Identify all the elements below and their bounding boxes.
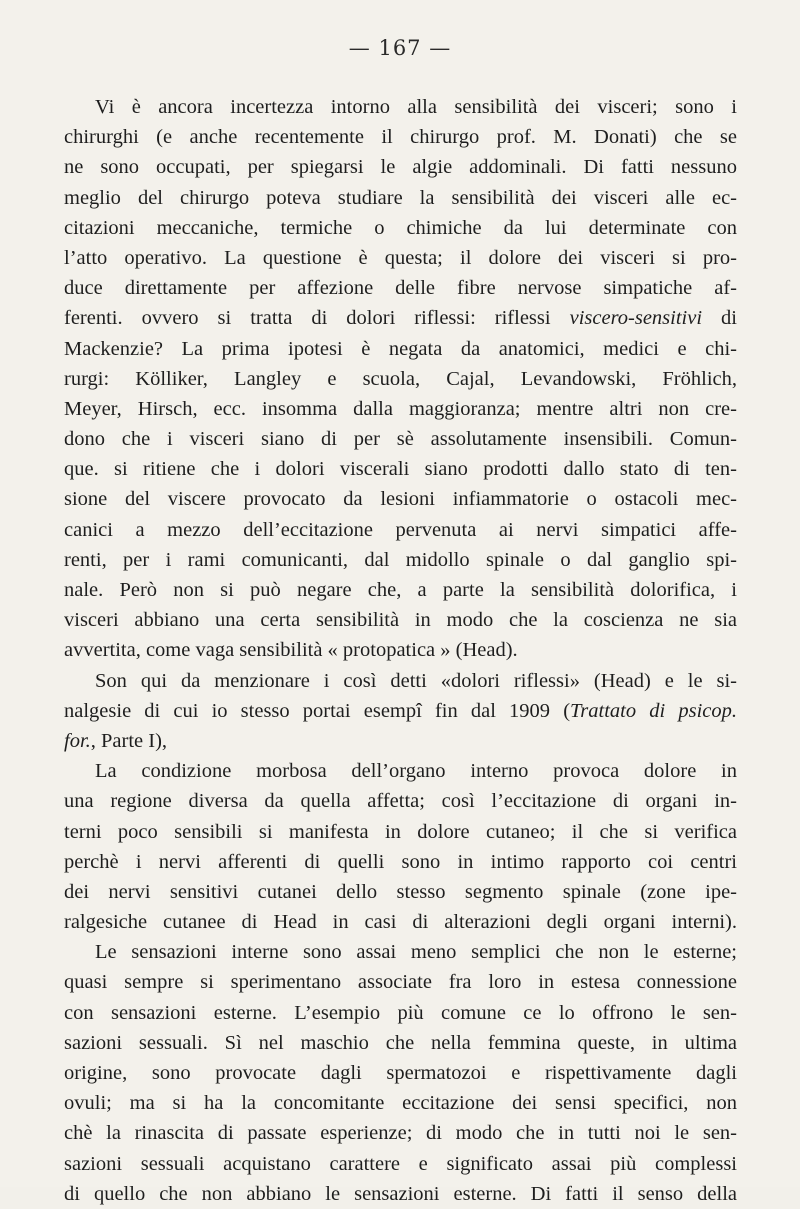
text-line xyxy=(64,334,737,364)
text-segment: rurgi: Kölliker, Langley e scuola, Cajal, Levandowski, Fröhlich, xyxy=(64,367,737,390)
text-line xyxy=(64,877,737,907)
text-line xyxy=(64,786,737,816)
text-segment: perchè i nervi afferenti di quelli sono in intimo rapporto coi centri xyxy=(64,850,737,873)
text-line xyxy=(64,1149,737,1179)
text-segment: renti, per i rami comunicanti, dal midollo spinale o dal ganglio spi- xyxy=(64,548,737,571)
text-line xyxy=(64,967,737,997)
italic-segment: Trattato di psicop. xyxy=(570,699,737,722)
text-segment: ferenti. ovvero si tratta di dolori riflessi: riflessi xyxy=(64,307,570,330)
text-segment: una regione diversa da quella affetta; così l’eccitazione di organi in- xyxy=(64,790,737,813)
text-line xyxy=(64,907,737,937)
text-segment: di quello che non abbiano le sensazioni esterne. Di fatti il senso della xyxy=(64,1182,737,1205)
text-line xyxy=(64,213,737,243)
text-line xyxy=(64,243,737,273)
text-line xyxy=(64,152,737,182)
text-segment: ralgesiche cutanee di Head in casi di alterazioni degli organi interni). xyxy=(64,911,737,934)
text-segment: ovuli; ma si ha la concomitante eccitazione dei sensi specifici, non xyxy=(64,1092,737,1115)
text-line xyxy=(64,696,737,726)
text-line xyxy=(64,817,737,847)
text-segment: meglio del chirurgo poteva studiare la sensibilità dei visceri alle ec- xyxy=(64,186,737,209)
text-segment: que. si ritiene che i dolori viscerali siano prodotti dallo stato di ten- xyxy=(64,458,737,481)
italic-segment: viscero-sensitivi xyxy=(569,307,703,330)
text-segment: , Parte I), xyxy=(90,729,168,752)
text-segment: sione del viscere provocato da lesioni infiammatorie o ostacoli mec- xyxy=(64,488,737,511)
text-segment: di xyxy=(702,307,737,330)
text-line xyxy=(64,1058,737,1088)
text-segment: nale. Però non si può negare che, a parte la sensibilità dolorifica, i xyxy=(64,579,737,601)
text-segment: Vi è ancora incertezza intorno alla sensibilità dei visceri; sono i xyxy=(95,96,737,118)
text-segment: Meyer, Hirsch, ecc. insomma dalla maggioranza; mentre altri non cre- xyxy=(64,397,737,420)
text-segment: chè la rinascita di passate esperienze; di modo che in tutti noi le sen- xyxy=(64,1122,737,1145)
text-line xyxy=(64,454,737,484)
text-segment: La condizione morbosa dell’organo interno provoca dolore in xyxy=(95,760,737,783)
text-segment: con sensazioni esterne. L’esempio più comune ce lo offrono le sen- xyxy=(64,1001,737,1024)
text-segment: Le sensazioni interne sono assai meno semplici che non le esterne; xyxy=(95,941,737,964)
text-segment: Son qui da menzionare i così detti «dolori riflessi» (Head) e le si- xyxy=(95,669,737,692)
text-segment: dono che i visceri siano di per sè assolutamente insensibili. Comun- xyxy=(64,428,737,451)
text-line xyxy=(64,394,737,424)
text-line xyxy=(64,605,737,635)
text-segment: chirurghi (e anche recentemente il chirurgo prof. M. Donati) che se xyxy=(64,126,737,149)
text-line xyxy=(64,635,737,665)
body-text xyxy=(64,92,737,1209)
text-line xyxy=(64,847,737,877)
text-line xyxy=(64,92,737,122)
text-line xyxy=(64,726,737,756)
text-line xyxy=(64,1179,737,1209)
text-line xyxy=(64,364,737,394)
italic-segment: for. xyxy=(64,729,91,752)
text-segment: avvertita, come vaga sensibilità « protopatica » (Head). xyxy=(64,639,518,662)
text-line xyxy=(64,545,737,575)
text-line xyxy=(64,183,737,213)
text-segment: origine, sono provocate dagli spermatozoi e rispettivamente dagli xyxy=(64,1062,737,1084)
text-line xyxy=(64,303,737,333)
text-segment: ne sono occupati, per spiegarsi le algie addominali. Di fatti nessuno xyxy=(64,156,737,179)
text-segment: sazioni sessuali. Sì nel maschio che nella femmina queste, in ultima xyxy=(64,1031,737,1054)
text-segment: quasi sempre si sperimentano associate fra loro in estesa connessione xyxy=(64,971,737,994)
text-segment: duce direttamente per affezione delle fibre nervose simpatiche af- xyxy=(64,277,737,300)
text-line xyxy=(64,515,737,545)
text-line xyxy=(64,666,737,696)
text-line xyxy=(64,1028,737,1058)
text-segment: Mackenzie? La prima ipotesi è negata da anatomici, medici e chi- xyxy=(64,337,737,360)
text-segment: l’atto operativo. La questione è questa; il dolore dei visceri si pro- xyxy=(64,246,737,269)
text-line xyxy=(64,122,737,152)
text-line xyxy=(64,484,737,514)
text-segment: sazioni sessuali acquistano carattere e significato assai più complessi xyxy=(64,1152,737,1175)
text-segment: nalgesie di cui io stesso portai esempî fin dal 1909 ( xyxy=(64,699,571,722)
text-line xyxy=(64,998,737,1028)
text-line xyxy=(64,1118,737,1148)
text-line xyxy=(64,937,737,967)
text-segment: citazioni meccaniche, termiche o chimiche da lui determinate con xyxy=(64,216,737,239)
text-line xyxy=(64,756,737,786)
text-line xyxy=(64,273,737,303)
text-segment: visceri abbiano una certa sensibilità in modo che la coscienza ne sia xyxy=(64,609,737,632)
text-segment: canici a mezzo dell’eccitazione pervenuta ai nervi simpatici affe- xyxy=(64,518,737,541)
text-line xyxy=(64,575,737,605)
text-line xyxy=(64,424,737,454)
text-line xyxy=(64,1088,737,1118)
text-segment: dei nervi sensitivi cutanei dello stesso segmento spinale (zone ipe- xyxy=(64,880,737,903)
page-number-header: — 167 — xyxy=(348,36,452,60)
text-segment: terni poco sensibili si manifesta in dolore cutaneo; il che si verifica xyxy=(64,820,737,843)
